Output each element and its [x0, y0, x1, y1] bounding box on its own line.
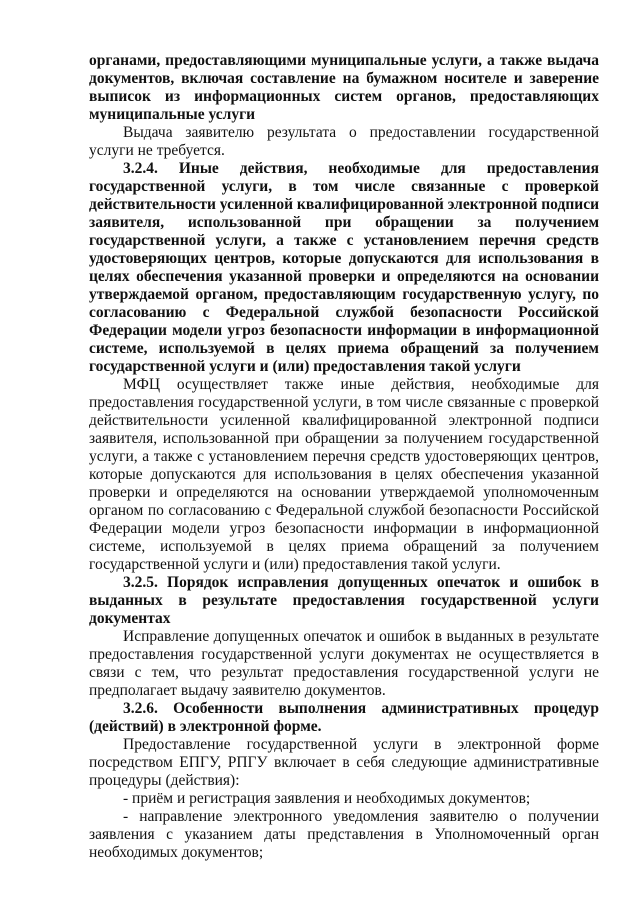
section-3-2-6-heading: 3.2.6. Особенности выполнения административных процедур (действий) в электронной форме. [89, 700, 599, 735]
section-3-2-5-heading: 3.2.5. Порядок исправления допущенных опечаток и ошибок в выданных в результате предоставления государственной услуги документах [89, 574, 599, 627]
paragraph-electronic-procedures: Предоставление государственной услуги в электронной форме посредством ЕПГУ, РПГУ включает в себя следующие административные процедуры (действия): [89, 736, 599, 789]
list-item-notification: - направление электронного уведомления заявителю о получении заявления с указанием даты представления в Уполномоченный орган необходимых документов; [89, 808, 599, 861]
paragraph-heading-continuation: органами, предоставляющими муниципальные услуги, а также выдача документов, включая составление на бумажном носителе и заверение выписок из информационных систем органов, предоставляющих муниципальные услуги [89, 52, 599, 123]
section-3-2-4-heading: 3.2.4. Иные действия, необходимые для предоставления государственной услуги, в том числе связанные с проверкой действительности усиленной квалифицированной электронной подписи заявителя, использованной при обращении за получением государственной услуги, а также с установлением перечня средств удостоверяющих центров, которые допускаются для использования в целях обеспечения указанной проверки и определяются на основании утверждаемой органом, предоставляющим государственную услугу, по согласованию с Федеральной службой безопасности Российской Федерации модели угроз безопасности информации в информационной системе, используемой в целях приема обращений за получением государственной услуги и (или) предоставления такой услуги [89, 160, 600, 375]
paragraph-mfc-actions: МФЦ осуществляет также иные действия, необходимые для предоставления государственной услуги, в том числе связанные с проверкой действительности усиленной квалифицированной электронной подписи заявителя, использованной при обращении за получением государственной услуги, а также с установлением перечня средств удостоверяющих центров, которые допускаются для использования в целях обеспечения указанной проверки и определяются на основании утверждаемой уполномоченным органом по согласованию с Федеральной службой безопасности Российской Федерации модели угроз безопасности информации в информационной системе, используемой в целях приема обращений за получением государственной услуги и (или) предоставления такой услуги. [89, 376, 599, 573]
paragraph-corrections: Исправление допущенных опечаток и ошибок в выданных в результате предоставления государственной услуги документах не осуществляется в связи с тем, что результат предоставления государственной услуги не предполагает выдачу заявителю документов. [89, 628, 599, 699]
list-item-registration: - приём и регистрация заявления и необходимых документов; [123, 790, 531, 807]
paragraph-result-delivery: Выдача заявителю результата о предоставлении государственной услуги не требуется. [89, 124, 599, 159]
document-page [89, 52, 599, 862]
